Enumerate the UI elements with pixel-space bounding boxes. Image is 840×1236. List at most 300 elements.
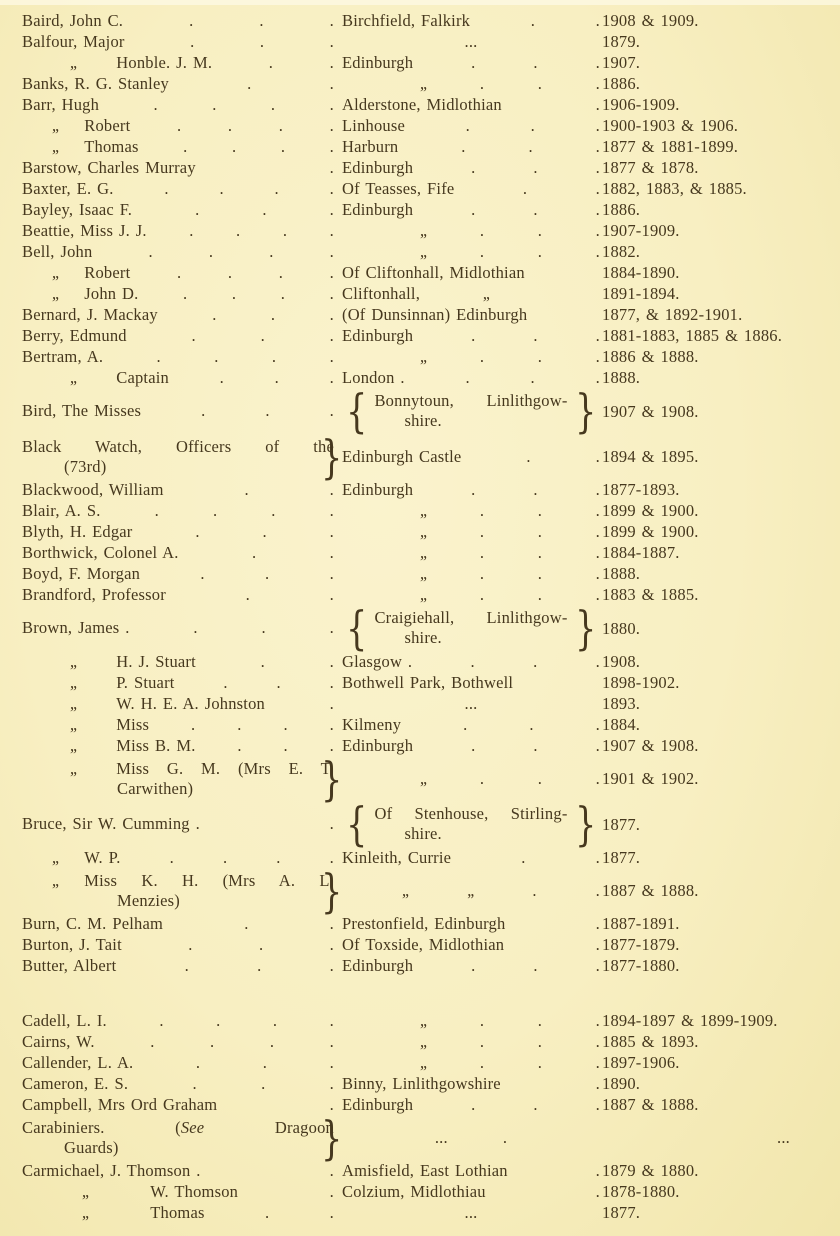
name-cell bbox=[22, 1052, 334, 1073]
dot-leader: . bbox=[329, 956, 334, 975]
dot-leader: . bbox=[274, 179, 279, 198]
name-line bbox=[22, 52, 334, 73]
dot-leader: . bbox=[479, 1032, 485, 1051]
dot-leader: . bbox=[183, 284, 188, 303]
years-text: 1878-1880. bbox=[602, 1182, 680, 1201]
name-cell bbox=[22, 714, 334, 735]
dot-leader: . bbox=[164, 179, 169, 198]
dot-leader: . bbox=[189, 11, 194, 30]
place-cell bbox=[342, 325, 600, 346]
dot-leader: . bbox=[156, 347, 161, 366]
dot-leader: . bbox=[329, 564, 334, 583]
name-line bbox=[22, 1094, 334, 1115]
dot-leader: . bbox=[210, 1032, 215, 1051]
dot-leader: . bbox=[329, 736, 334, 755]
years-text: 1887-1891. bbox=[602, 914, 680, 933]
dot-leader: . bbox=[471, 53, 476, 72]
name-cell bbox=[22, 814, 334, 834]
dot-leader: . bbox=[222, 848, 228, 867]
name-cell bbox=[22, 1031, 334, 1052]
place-cell bbox=[342, 241, 600, 262]
dot-leader: . bbox=[595, 137, 600, 156]
table-row bbox=[22, 479, 840, 500]
dot-leader: . bbox=[537, 585, 543, 604]
dot-leader: . bbox=[329, 1053, 334, 1072]
years-text: 1897-1906. bbox=[602, 1053, 680, 1072]
place-line: Craigiehall, Linlithgow- bbox=[374, 608, 568, 627]
dot-leader: . bbox=[193, 618, 198, 637]
dot-leader: . bbox=[258, 935, 264, 954]
dot-leader: . bbox=[471, 326, 476, 345]
table-row bbox=[22, 283, 840, 304]
name-cell bbox=[22, 10, 334, 31]
name-head bbox=[22, 1181, 238, 1202]
years-text: 1884-1890. bbox=[602, 263, 680, 282]
years-cell bbox=[602, 401, 840, 422]
dot-leader: . bbox=[532, 881, 537, 900]
name-head bbox=[22, 934, 122, 955]
dot-leader: . bbox=[533, 158, 538, 177]
place-line bbox=[342, 241, 600, 262]
dot-leader: . bbox=[282, 221, 288, 240]
dot-leader: . bbox=[329, 200, 334, 219]
opening-brace: { bbox=[346, 797, 368, 851]
table-row bbox=[22, 325, 840, 346]
ditto-mark: ,, bbox=[70, 673, 77, 692]
place-line bbox=[342, 31, 600, 52]
ditto-mark: ,, bbox=[420, 242, 427, 261]
dot-leader: . bbox=[227, 263, 233, 282]
dot-leader: . bbox=[595, 53, 600, 72]
name-text: Butter, Albert bbox=[22, 956, 117, 975]
place-cell bbox=[342, 283, 600, 304]
table-row bbox=[22, 1052, 840, 1073]
dot-leader: . bbox=[479, 522, 485, 541]
name-head bbox=[22, 1052, 133, 1073]
place-brace-group bbox=[342, 601, 600, 655]
dot-leader: . bbox=[283, 715, 288, 734]
dot-leader: . bbox=[537, 769, 543, 788]
name-cell bbox=[22, 220, 334, 241]
dot-leader: . bbox=[329, 543, 334, 562]
dot-leader: . bbox=[537, 74, 543, 93]
years-cell bbox=[602, 94, 840, 115]
name-head bbox=[22, 735, 196, 756]
place-cell bbox=[342, 1181, 600, 1202]
dot-leader: . bbox=[192, 1074, 197, 1093]
dot-leader: . bbox=[150, 1032, 155, 1051]
dot-leader: . bbox=[595, 242, 600, 261]
table-row bbox=[22, 847, 840, 868]
table-row bbox=[22, 913, 840, 934]
dot-leader: . bbox=[223, 673, 228, 692]
dot-leader: . bbox=[465, 368, 470, 387]
name-text: W. Thomson bbox=[150, 1182, 239, 1201]
ditto-mark: ,, bbox=[420, 1011, 427, 1030]
name-cell bbox=[22, 304, 334, 325]
years-cell bbox=[602, 1094, 840, 1115]
dot-leader: . bbox=[208, 242, 214, 261]
dot-leader: . bbox=[329, 74, 334, 93]
name-text: Balfour, Major bbox=[22, 32, 125, 51]
name-line bbox=[22, 73, 334, 94]
place-line bbox=[342, 563, 600, 584]
dot-leader: . bbox=[479, 564, 485, 583]
name-text: Brown, James . bbox=[22, 618, 130, 637]
dot-leader: . bbox=[329, 814, 334, 833]
dot-leader: . bbox=[276, 848, 281, 867]
dot-leader: . bbox=[247, 74, 252, 93]
years-cell bbox=[602, 199, 840, 220]
ditto-mark: ,, bbox=[420, 1032, 427, 1051]
dot-leader: . bbox=[461, 137, 466, 156]
dot-leader: . bbox=[595, 935, 600, 954]
years-text: 1880. bbox=[602, 618, 641, 638]
dot-leader: . bbox=[274, 368, 279, 387]
dot-leader: . bbox=[153, 95, 158, 114]
name-head bbox=[22, 479, 164, 500]
dot-leader: . bbox=[595, 1074, 600, 1093]
place-text: London . bbox=[342, 368, 405, 387]
dot-leader: . bbox=[522, 179, 528, 198]
dot-leader: . bbox=[595, 368, 600, 387]
ditto-mark: ,, bbox=[52, 870, 59, 890]
years-text: 1886. bbox=[602, 200, 641, 219]
dot-leader: . bbox=[595, 480, 600, 499]
name-cell bbox=[22, 542, 334, 563]
dot-leader: . bbox=[329, 935, 334, 954]
dot-leader: . bbox=[465, 116, 470, 135]
name-head bbox=[22, 283, 139, 304]
dot-leader: . bbox=[257, 956, 262, 975]
dot-leader: . bbox=[479, 769, 485, 788]
place-line bbox=[342, 1202, 600, 1223]
ellipsis-mark: ... bbox=[464, 694, 478, 713]
dot-leader: . bbox=[537, 347, 543, 366]
years-text: 1888. bbox=[602, 564, 641, 583]
place-line bbox=[342, 584, 600, 605]
name-cell bbox=[22, 1094, 334, 1115]
name-line bbox=[22, 325, 334, 346]
dot-leader: . bbox=[329, 1032, 334, 1051]
place-text: Harburn bbox=[342, 137, 399, 156]
dot-leader: . bbox=[329, 179, 334, 198]
years-text: 1882. bbox=[602, 242, 641, 261]
table-row bbox=[22, 115, 840, 136]
place-line bbox=[342, 651, 600, 672]
name-line bbox=[22, 1202, 334, 1223]
ditto-mark: ,, bbox=[420, 221, 427, 240]
name-line bbox=[22, 136, 334, 157]
dot-leader: . bbox=[471, 736, 476, 755]
name-cell bbox=[22, 618, 334, 638]
years-cell bbox=[602, 52, 840, 73]
dot-leader: . bbox=[530, 116, 535, 135]
place-text: Edinburgh bbox=[342, 480, 414, 499]
place-text: (Of Dunsinnan) Edinburgh bbox=[342, 305, 528, 324]
ditto-mark: ,, bbox=[420, 501, 427, 520]
years-text: 1893. bbox=[602, 694, 641, 713]
name-text: Miss bbox=[116, 715, 150, 734]
name-head bbox=[22, 94, 99, 115]
name-cell bbox=[22, 1010, 334, 1031]
years-text: 1908. bbox=[602, 652, 641, 671]
name-head bbox=[22, 241, 92, 262]
place-cell bbox=[342, 136, 600, 157]
dot-leader: . bbox=[479, 543, 485, 562]
dot-leader: . bbox=[479, 1011, 485, 1030]
years-cell bbox=[602, 672, 840, 693]
place-line bbox=[342, 693, 600, 714]
years-cell bbox=[602, 73, 840, 94]
name-cell bbox=[22, 325, 334, 346]
name-cell bbox=[22, 1110, 342, 1165]
table-row bbox=[22, 955, 840, 976]
place-line bbox=[342, 1010, 600, 1031]
name-text: Thomas bbox=[84, 137, 139, 156]
place-line bbox=[342, 220, 600, 241]
dot-leader: . bbox=[479, 347, 485, 366]
place-line bbox=[342, 1181, 600, 1202]
place-line bbox=[342, 1094, 600, 1115]
years-text: 1883 & 1885. bbox=[602, 585, 699, 604]
dot-leader: . bbox=[329, 652, 334, 671]
name-line bbox=[22, 563, 334, 584]
place-cell bbox=[342, 367, 600, 388]
name-cell bbox=[22, 863, 342, 918]
place-cell bbox=[342, 1031, 600, 1052]
name-head bbox=[22, 1031, 95, 1052]
dot-leader: . bbox=[269, 242, 274, 261]
place-line2: shire. bbox=[404, 824, 442, 843]
name-line bbox=[22, 1052, 334, 1073]
table-row bbox=[22, 31, 840, 52]
years-text: 1890. bbox=[602, 1074, 641, 1093]
name-head bbox=[22, 542, 179, 563]
dot-leader: . bbox=[216, 1011, 221, 1030]
place-cell bbox=[342, 31, 600, 52]
ditto-mark: ,, bbox=[70, 53, 77, 72]
years-text: 1888. bbox=[602, 368, 641, 387]
dot-leader: . bbox=[537, 242, 543, 261]
name-line bbox=[22, 262, 334, 283]
name-text: Black Watch, Officers of the bbox=[22, 436, 334, 456]
dot-leader: . bbox=[183, 137, 188, 156]
dot-leader: . bbox=[329, 673, 334, 692]
ditto-mark: ,, bbox=[82, 1182, 89, 1201]
place-brace-group bbox=[342, 384, 600, 438]
table-row bbox=[22, 367, 840, 388]
closing-brace: } bbox=[320, 863, 342, 918]
place-line bbox=[342, 1073, 600, 1094]
table-row bbox=[22, 1073, 840, 1094]
dot-leader: . bbox=[259, 32, 265, 51]
name-cell bbox=[22, 178, 334, 199]
dot-leader: . bbox=[329, 501, 334, 520]
years-text: 1894 & 1895. bbox=[602, 447, 699, 466]
years-cell bbox=[602, 847, 840, 868]
dot-leader: . bbox=[190, 32, 195, 51]
table-row bbox=[22, 863, 840, 918]
dot-leader: . bbox=[595, 179, 600, 198]
place-line bbox=[342, 913, 600, 934]
years-text: 1882, 1883, & 1885. bbox=[602, 179, 747, 198]
name-head bbox=[22, 178, 114, 199]
dot-leader: . bbox=[329, 53, 334, 72]
years-cell bbox=[602, 1031, 840, 1052]
years-cell bbox=[602, 10, 840, 31]
dot-leader: . bbox=[159, 1011, 164, 1030]
place-line bbox=[342, 446, 600, 467]
years-cell bbox=[602, 1160, 840, 1181]
name-cell bbox=[22, 847, 334, 868]
name-head bbox=[22, 714, 149, 735]
name-cell bbox=[22, 283, 334, 304]
name-head bbox=[22, 913, 163, 934]
opening-brace: { bbox=[346, 384, 368, 438]
name-cell bbox=[22, 521, 334, 542]
dot-leader: . bbox=[278, 263, 284, 282]
name-cell bbox=[22, 672, 334, 693]
name-head bbox=[22, 1118, 334, 1137]
dot-leader: . bbox=[251, 543, 257, 562]
dot-leader: . bbox=[595, 881, 600, 900]
dot-leader: . bbox=[595, 11, 600, 30]
place-line bbox=[342, 672, 600, 693]
place-line bbox=[342, 847, 600, 868]
name-line bbox=[22, 1010, 334, 1031]
place-cell bbox=[342, 955, 600, 976]
place-text: Of Toxside, Midlothian bbox=[342, 935, 505, 954]
place-text: Edinburgh bbox=[342, 200, 414, 219]
dot-leader: . bbox=[329, 116, 334, 135]
name-head bbox=[22, 847, 121, 868]
table-row bbox=[22, 693, 840, 714]
ditto-mark: ,, bbox=[82, 1203, 89, 1222]
years-text: 1901 & 1902. bbox=[602, 769, 699, 788]
dot-leader: . bbox=[530, 368, 535, 387]
place-line bbox=[342, 346, 600, 367]
dot-leader: . bbox=[595, 564, 600, 583]
years-cell bbox=[602, 115, 840, 136]
table-row bbox=[22, 199, 840, 220]
name-line bbox=[22, 871, 334, 891]
name-head bbox=[22, 521, 133, 542]
dot-leader: . bbox=[533, 326, 538, 345]
name-head bbox=[22, 437, 334, 456]
dot-leader: . bbox=[479, 221, 485, 240]
years-cell bbox=[602, 651, 840, 672]
place-text bbox=[371, 608, 570, 648]
dot-leader: . bbox=[329, 522, 334, 541]
dot-leader: . bbox=[537, 501, 543, 520]
dot-leader: . bbox=[595, 914, 600, 933]
name-text: Carmichael, J. Thomson . bbox=[22, 1161, 201, 1180]
place-text: Amisfield, East Lothian bbox=[342, 1161, 508, 1180]
place-text: Colzium, Midlothiau bbox=[342, 1182, 486, 1201]
place-text: Birchfield, Falkirk bbox=[342, 11, 471, 30]
dot-leader: . bbox=[595, 1095, 600, 1114]
dot-leader: . bbox=[271, 347, 277, 366]
name-line bbox=[22, 934, 334, 955]
name-text: Bayley, Isaac F. bbox=[22, 200, 133, 219]
dot-leader: . bbox=[595, 1161, 600, 1180]
years-cell bbox=[602, 955, 840, 976]
ellipsis-mark: ... bbox=[434, 1128, 448, 1147]
dot-leader: . bbox=[595, 543, 600, 562]
dot-leader: . bbox=[260, 326, 265, 345]
place-cell bbox=[342, 10, 600, 31]
name-text: Captain bbox=[116, 368, 169, 387]
dot-leader: . bbox=[270, 95, 276, 114]
years-text: 1886. bbox=[602, 74, 641, 93]
dot-leader: . bbox=[329, 326, 334, 345]
name-cell bbox=[22, 913, 334, 934]
years-cell bbox=[602, 446, 840, 467]
dot-leader: . bbox=[195, 1053, 201, 1072]
name-head bbox=[22, 759, 334, 778]
place-line bbox=[342, 52, 600, 73]
years-cell bbox=[602, 178, 840, 199]
dot-leader: . bbox=[595, 74, 600, 93]
place-line bbox=[342, 880, 600, 901]
table-row bbox=[22, 542, 840, 563]
name-cell bbox=[22, 1181, 334, 1202]
dot-leader: . bbox=[533, 956, 538, 975]
place-line bbox=[342, 934, 600, 955]
place-cell bbox=[342, 304, 600, 325]
dot-leader: . bbox=[148, 242, 153, 261]
place-text: Alderstone, Midlothian bbox=[342, 95, 502, 114]
years-cell bbox=[602, 693, 840, 714]
place-line: Bonnytoun, Linlithgow- bbox=[374, 391, 568, 410]
name-text: Burn, C. M. Pelham bbox=[22, 914, 164, 933]
dot-leader: . bbox=[191, 715, 196, 734]
place-cell bbox=[342, 346, 600, 367]
dot-leader: . bbox=[265, 401, 270, 420]
years-cell bbox=[602, 262, 840, 283]
name-line bbox=[22, 346, 334, 367]
name-text: Miss K. H. (Mrs A. L. bbox=[84, 870, 334, 890]
closing-brace: } bbox=[320, 751, 342, 806]
place-line bbox=[342, 500, 600, 521]
name-line bbox=[22, 542, 334, 563]
place-cell bbox=[342, 157, 600, 178]
years-cell bbox=[602, 714, 840, 735]
name-line bbox=[22, 651, 334, 672]
dot-leader: . bbox=[595, 769, 600, 788]
ditto-mark: ,, bbox=[70, 652, 77, 671]
ditto-mark: ,, bbox=[420, 543, 427, 562]
dot-leader: . bbox=[269, 1032, 275, 1051]
name-text: Carabiniers. (See Dragoon bbox=[22, 1117, 334, 1137]
years-cell bbox=[602, 735, 840, 756]
dot-leader: . bbox=[533, 53, 538, 72]
dot-leader: . bbox=[201, 401, 206, 420]
name-text: Beattie, Miss J. J. bbox=[22, 221, 147, 240]
name-line bbox=[22, 759, 334, 779]
name-line bbox=[22, 479, 334, 500]
years-text: 1887 & 1888. bbox=[602, 881, 699, 900]
table-row bbox=[22, 584, 840, 605]
dot-leader: . bbox=[329, 1074, 334, 1093]
dot-leader: . bbox=[231, 137, 237, 156]
name-line bbox=[22, 714, 334, 735]
dot-leader: . bbox=[231, 284, 237, 303]
place-text: Edinburgh Castle bbox=[342, 447, 462, 466]
dot-leader: . bbox=[479, 1053, 485, 1072]
ditto-mark: ,, bbox=[420, 585, 427, 604]
